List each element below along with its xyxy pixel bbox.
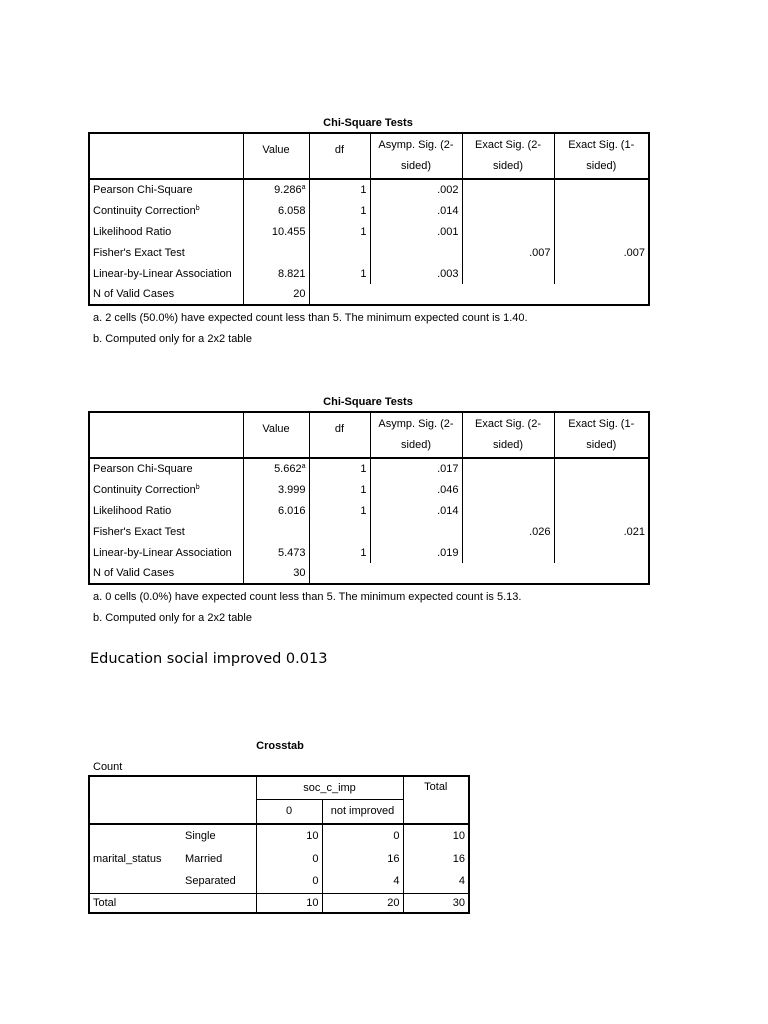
cell-df: 1 [309,500,370,521]
chi-square-body-1 [89,179,649,305]
cell-exact1: .021 [554,521,649,542]
row-cat: Married [182,847,256,870]
row-label: Linear-by-Linear Association [89,542,243,563]
cell-exact1 [554,221,649,242]
cell-exact2 [462,179,554,200]
header-df: df [334,423,345,435]
cell-df: 1 [309,479,370,500]
table-row-total [89,893,469,913]
empty-cell [370,563,462,584]
header-exact2-line2: sided) [493,439,523,451]
empty-cell [370,284,462,305]
table-row [89,479,649,500]
row-var-label: marital_status [89,824,182,893]
col-var-header: soc_c_imp [256,776,403,799]
table-row [89,542,649,563]
cell-exact1 [554,200,649,221]
cell-asymp: .046 [370,479,462,500]
table-row [89,200,649,221]
chi-square-table-2 [88,411,650,585]
table-row [89,563,649,584]
cell-value: 5.473 [243,542,309,563]
header-df: df [334,144,345,156]
col-cat-0: 0 [256,799,322,824]
table-row [89,284,649,305]
cell-df [309,242,370,263]
table-row [89,242,649,263]
chi-square-title-2: Chi-Square Tests [323,396,413,408]
cell-exact1: .007 [554,242,649,263]
cell-v1: 16 [322,847,403,870]
row-label: N of Valid Cases [89,284,243,305]
cell-total: 10 [403,824,469,847]
cell-exact1 [554,458,649,479]
corner-cell [89,412,243,458]
cell-exact2 [462,479,554,500]
chi-square-table-1 [88,132,650,306]
cell-asymp [370,242,462,263]
cell-value: 20 [243,284,309,305]
chi-square-title-1: Chi-Square Tests [323,117,413,129]
cell-exact1 [554,479,649,500]
chi-square-body-2 [89,458,649,584]
cell-asymp: .014 [370,200,462,221]
cell-exact2 [462,500,554,521]
cell-v0: 0 [256,870,322,893]
cell-total: 30 [403,893,469,913]
body-paragraph: Education social improved 0.013 [90,651,328,667]
cell-asymp: .017 [370,458,462,479]
col-cat-not-improved: not improved [322,799,403,824]
row-cat: Single [182,824,256,847]
table-row [89,221,649,242]
cell-df: 1 [309,200,370,221]
cell-total: 16 [403,847,469,870]
cell-exact2 [462,542,554,563]
total-row-label: Total [89,893,256,913]
crosstab-table [88,775,470,914]
cell-df [309,521,370,542]
header-exact1-line1: Exact Sig. (1- [568,418,635,430]
cell-v0: 0 [256,847,322,870]
cell-v0: 10 [256,893,322,913]
row-label: Continuity Correction$^b$ [89,200,243,221]
cell-df: 1 [309,263,370,284]
cell-v1: 0 [322,824,403,847]
cell-value: 8.821 [243,263,309,284]
crosstab-count-label: Count [93,761,123,773]
cell-asymp: .001 [370,221,462,242]
cell-exact1 [554,179,649,200]
cell-value: 9.286$^a$ [243,179,309,200]
cell-exact2 [462,221,554,242]
cell-v1: 4 [322,870,403,893]
cell-value: 3.999 [243,479,309,500]
footnote-a-1: a. 2 cells (50.0%) have expected count less than 5. The minimum expected count is 1.40. [93,312,528,324]
footnote-b-1: b. Computed only for a 2x2 table [93,333,252,345]
cell-value: 6.058 [243,200,309,221]
row-label: Fisher's Exact Test [89,521,243,542]
total-col-header: Total [403,776,469,824]
cell-total: 4 [403,870,469,893]
row-label: Pearson Chi-Square [89,179,243,200]
cell-asymp: .003 [370,263,462,284]
footnote-b-2: b. Computed only for a 2x2 table [93,612,252,624]
cell-value: 10.455 [243,221,309,242]
row-label: Fisher's Exact Test [89,242,243,263]
header-value: Value [262,144,290,156]
row-label: Likelihood Ratio [89,221,243,242]
row-label: Continuity Correction$^b$ [89,479,243,500]
cell-exact2 [462,200,554,221]
header-exact1-line1: Exact Sig. (1- [568,139,635,151]
cell-asymp: .002 [370,179,462,200]
header-exact1-line2: sided) [586,439,617,451]
empty-cell [554,563,649,584]
row-label: Likelihood Ratio [89,500,243,521]
cell-v1: 20 [322,893,403,913]
corner-cell [89,133,243,179]
cell-exact2: .026 [462,521,554,542]
cell-exact1 [554,542,649,563]
header-exact2-line1: Exact Sig. (2- [474,418,542,430]
cell-value: 5.662$^a$ [243,458,309,479]
cell-value [243,521,309,542]
table-row [89,521,649,542]
cell-df: 1 [309,221,370,242]
table-row [89,179,649,200]
header-asymp-line1: Asymp. Sig. (2- [378,139,454,151]
header-exact2-line2: sided) [493,160,523,172]
empty-cell [309,563,370,584]
cell-v0: 10 [256,824,322,847]
cell-df: 1 [309,179,370,200]
cell-value: 30 [243,563,309,584]
table-row [89,500,649,521]
cell-exact2 [462,458,554,479]
row-cat: Separated [182,870,256,893]
cell-asymp [370,521,462,542]
cell-df: 1 [309,458,370,479]
table-row [89,458,649,479]
header-asymp-line1: Asymp. Sig. (2- [378,418,454,430]
empty-cell [309,284,370,305]
empty-cell [462,563,554,584]
cell-df: 1 [309,542,370,563]
cell-asymp: .014 [370,500,462,521]
footnote-a-2: a. 0 cells (0.0%) have expected count less than 5. The minimum expected count is 5.13. [93,591,522,603]
empty-cell [554,284,649,305]
header-exact2-line1: Exact Sig. (2- [474,139,542,151]
cell-exact2 [462,263,554,284]
corner-cell [89,776,256,824]
row-label: Pearson Chi-Square [89,458,243,479]
crosstab-title: Crosstab [256,740,304,752]
cell-asymp: .019 [370,542,462,563]
row-label: Linear-by-Linear Association [89,263,243,284]
header-exact1-line2: sided) [586,160,617,172]
row-label: N of Valid Cases [89,563,243,584]
header-asymp-line2: sided) [401,160,431,172]
table-row [89,263,649,284]
cell-value [243,242,309,263]
cell-exact2: .007 [462,242,554,263]
cell-exact1 [554,500,649,521]
empty-cell [462,284,554,305]
cell-value: 6.016 [243,500,309,521]
header-value: Value [262,423,290,435]
cell-exact1 [554,263,649,284]
table-row [89,824,469,847]
header-asymp-line2: sided) [401,439,431,451]
